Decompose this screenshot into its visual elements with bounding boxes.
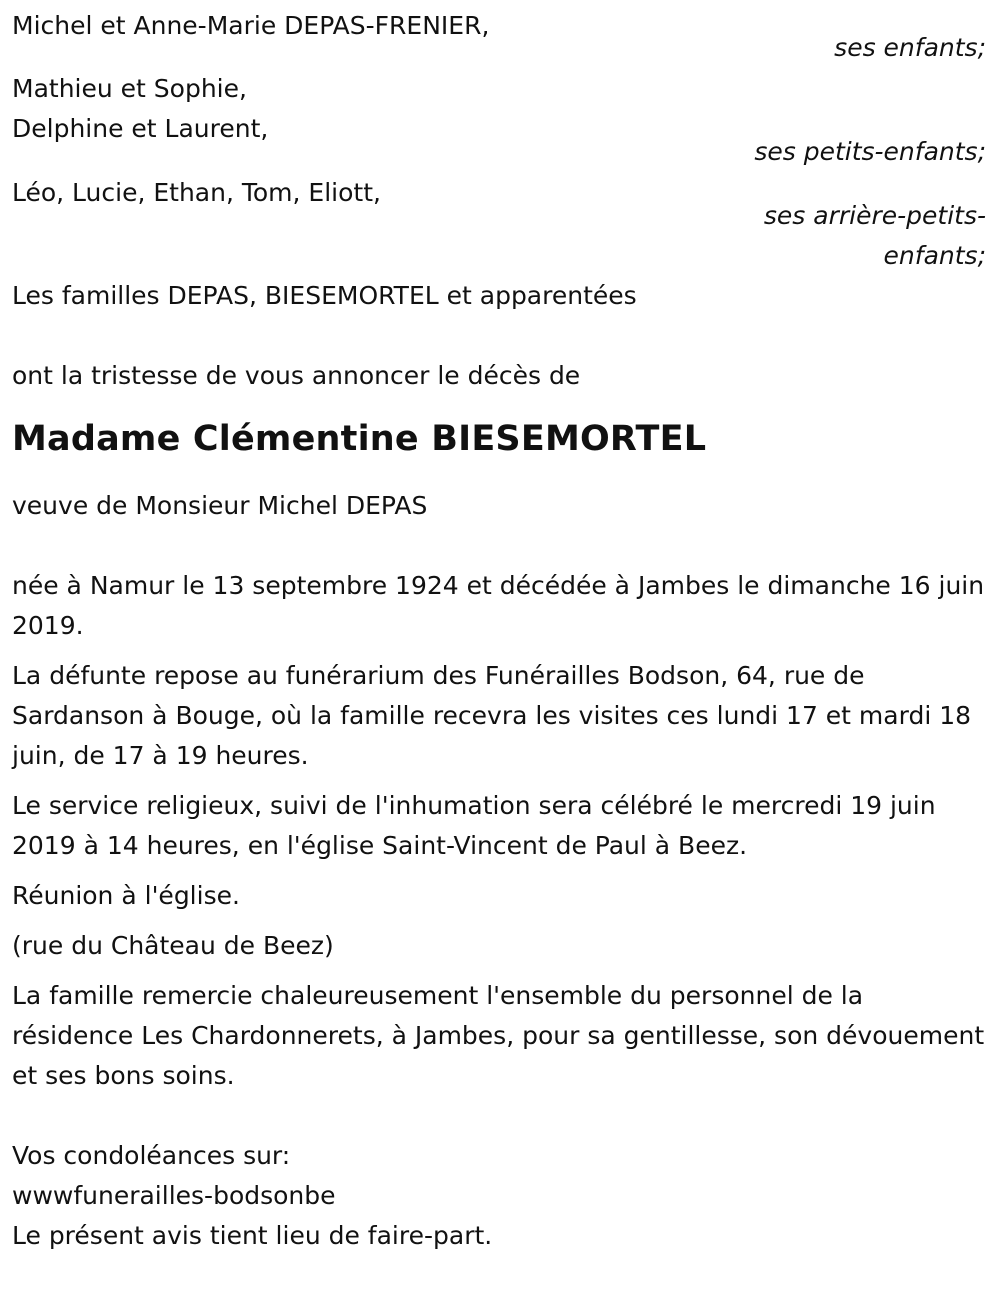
spacer bbox=[12, 526, 988, 566]
great-grandchildren-role-1: ses arrière-petits- bbox=[763, 201, 986, 230]
thanks-paragraph: La famille remercie chaleureusement l'ensemble du personnel de la résidence Les Chardonnerets, à Jambes, pour sa gentillesse, son dévouement et ses bons soins. bbox=[12, 981, 985, 1090]
children-names: Michel et Anne-Marie DEPAS-FRENIER, bbox=[12, 11, 490, 40]
great-grandchildren-names: Léo, Lucie, Ethan, Tom, Eliott, bbox=[12, 178, 381, 207]
spacer bbox=[12, 776, 988, 786]
children-role: ses enfants; bbox=[834, 33, 986, 62]
great-grandchildren-role-2: enfants; bbox=[883, 241, 986, 270]
grandchildren-line-1: Mathieu et Sophie, bbox=[12, 74, 247, 103]
spacer bbox=[12, 464, 988, 486]
spacer bbox=[12, 966, 988, 976]
announcement-line: ont la tristesse de vous annoncer le décès de bbox=[12, 361, 581, 390]
spacer bbox=[12, 916, 988, 926]
repose-paragraph: La défunte repose au funérarium des Funérailles Bodson, 64, rue de Sardanson à Bouge, où la famille recevra les visites ces lundi 17 et mardi 18 juin, de 17 à 19 heures. bbox=[12, 661, 972, 770]
condolences-label: Vos condoléances sur: bbox=[12, 1141, 291, 1170]
meeting-line: Réunion à l'église. bbox=[12, 881, 240, 910]
grandchildren-line-2: Delphine et Laurent, bbox=[12, 114, 269, 143]
widow-of-line: veuve de Monsieur Michel DEPAS bbox=[12, 491, 428, 520]
spacer bbox=[12, 866, 988, 876]
condolences-site: wwwfunerailles-bodsonbe bbox=[12, 1181, 336, 1210]
spacer bbox=[12, 646, 988, 656]
grandchildren-role: ses petits-enfants; bbox=[754, 137, 986, 166]
address-line: (rue du Château de Beez) bbox=[12, 931, 334, 960]
service-paragraph: Le service religieux, suivi de l'inhumation sera célébré le mercredi 19 juin 2019 à 14 heures, en l'église Saint-Vincent de Paul à Beez. bbox=[12, 791, 936, 860]
spacer bbox=[12, 316, 988, 356]
spacer bbox=[12, 1096, 988, 1136]
notice-line: Le présent avis tient lieu de faire-part. bbox=[12, 1221, 493, 1250]
deceased-name: Madame Clémentine BIESEMORTEL bbox=[12, 419, 707, 459]
families-line: Les familles DEPAS, BIESEMORTEL et apparentées bbox=[12, 281, 637, 310]
birth-death-paragraph: née à Namur le 13 septembre 1924 et décédée à Jambes le dimanche 16 juin 2019. bbox=[12, 571, 985, 640]
